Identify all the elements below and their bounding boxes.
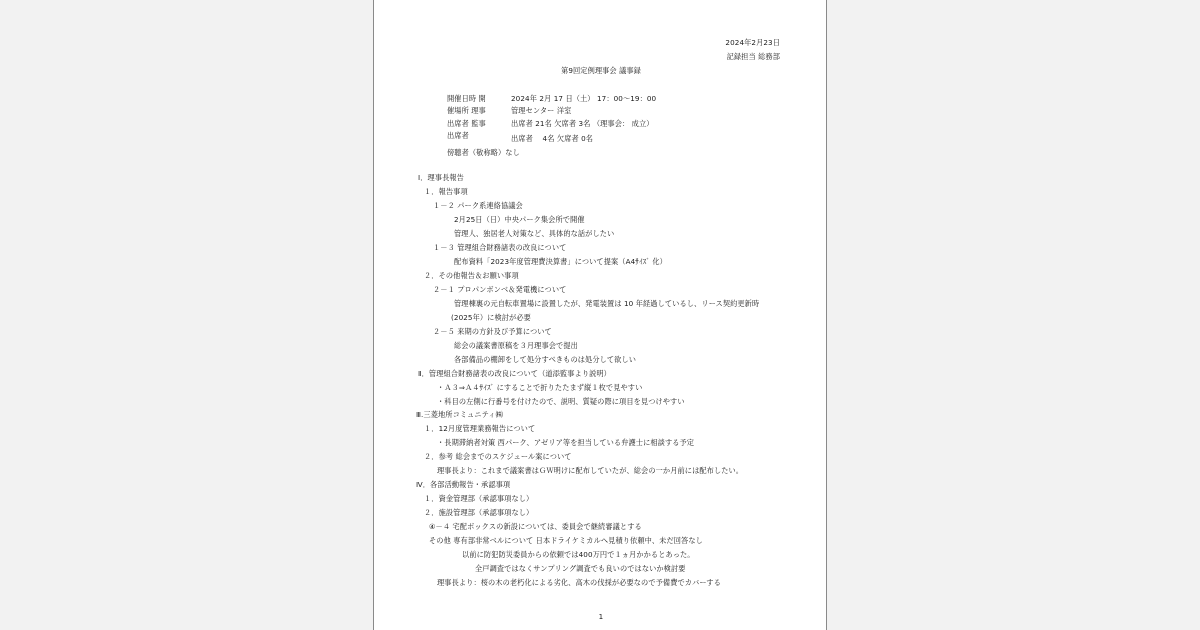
item-text: 理事長より：これまで議案書はＧＷ明けに配布していたが、総会の一か月前には配布したい。 — [437, 466, 744, 475]
section-heading: Ⅰ．理事長報告 — [418, 173, 464, 182]
meta-value-attendees: 出席者 21名 欠席者 3名 （理事会： 成立） — [511, 119, 654, 128]
section-heading: Ⅲ.三菱地所コミュニティ㈱ — [416, 410, 503, 419]
document-page — [373, 0, 827, 630]
item-text: 各部備品の棚卸をして処分すべきものは処分して欲しい — [454, 355, 637, 364]
section-heading: Ⅱ．管理組合財務諸表の改良について（道添監事より説明） — [418, 369, 611, 378]
item-text: 総会の議案書原稿を３月理事会で提出 — [454, 341, 578, 350]
bullet-text: ・科目の左側に行番号を付けたので、説明、質疑の際に項目を見つけやすい — [437, 397, 685, 406]
item-heading: １－３ 管理組合財務諸表の改良について — [433, 243, 567, 252]
bullet-text: ・長期滞納者対策 西パーク、アゼリア等を担当している弁護士に相談する予定 — [437, 438, 695, 447]
item-text: 2月25日（日）中央パーク集会所で開催 — [454, 215, 585, 224]
meta-value-datetime: 2024年 2月 17 日（土） 17：00～19：00 — [511, 94, 657, 103]
meta-value-attendees-2: 出席者 4名 欠席者 0名 — [511, 134, 594, 143]
page-number: 1 — [598, 612, 604, 621]
meta-value-place: 管理センター 洋室 — [511, 106, 572, 115]
subsection-heading: ２．その他報告＆お願い事項 — [424, 271, 519, 280]
item-text: 以前に防犯防災委員からの依頼では400万円で１ヵ月かかるとあった。 — [462, 550, 695, 559]
recorder-department: 記録担当 総務部 — [726, 52, 780, 61]
document-title: 第9回定例理事会 議事録 — [561, 66, 641, 75]
meta-label-place: 催場所 理事 — [447, 106, 486, 115]
meta-observers: 傍聴者（敬称略）なし — [447, 148, 520, 157]
item-text: (2025年）に検討が必要 — [451, 313, 531, 322]
subsection-heading: ２．施設管理部（承認事項なし） — [424, 508, 534, 517]
meta-label-datetime: 開催日時 開 — [447, 94, 486, 103]
item-text: 全戸調査ではなくサンプリング調査でも良いのではないか検討要 — [475, 564, 686, 573]
section-heading: Ⅳ．各部活動報告・承認事項 — [416, 480, 511, 489]
item-heading: ④－４ 宅配ボックスの新設については、委員会で継続審議とする — [429, 522, 642, 531]
meta-label-attendees-2: 出席者 — [447, 131, 469, 140]
item-heading: ２－１ プロパンボンベ＆発電機について — [433, 285, 567, 294]
item-heading: １－２ パーク系連絡協議会 — [433, 201, 523, 210]
item-text: 理事長より：桜の木の老朽化による劣化、高木の伐採が必要なので予備費でカバーする — [437, 578, 721, 587]
item-text: その他 専有部非常ベルについて 日本ドライケミカルへ見積り依頼中、未だ回答なし — [429, 536, 703, 545]
item-text: 管理棟裏の元自転車置場に設置したが、発電装置は 10 年経過しているし、リース契約更新時 — [454, 299, 760, 308]
bullet-text: ・Ａ３⇒Ａ４ｻｲｽﾞ にすることで折りたたまず縦１枚で見やすい — [437, 383, 643, 392]
item-text: 管理人、独居老人対策など、具体的な話がしたい — [454, 229, 615, 238]
document-date: 2024年2月23日 — [725, 38, 780, 47]
subsection-heading: ２．参考 総会までのスケジュール案について — [424, 452, 572, 461]
item-text: 配布資料「2023年度管理費決算書」について提案（A4ｻｲｽﾞ 化） — [454, 257, 667, 266]
subsection-heading: １．報告事項 — [424, 187, 468, 196]
item-heading: ２－５ 来期の方針及び予算について — [433, 327, 552, 336]
subsection-heading: １．資金管理部（承認事項なし） — [424, 494, 534, 503]
subsection-heading: １．12月度管理業務報告について — [424, 424, 536, 433]
meta-label-attendees: 出席者 監事 — [447, 119, 486, 128]
